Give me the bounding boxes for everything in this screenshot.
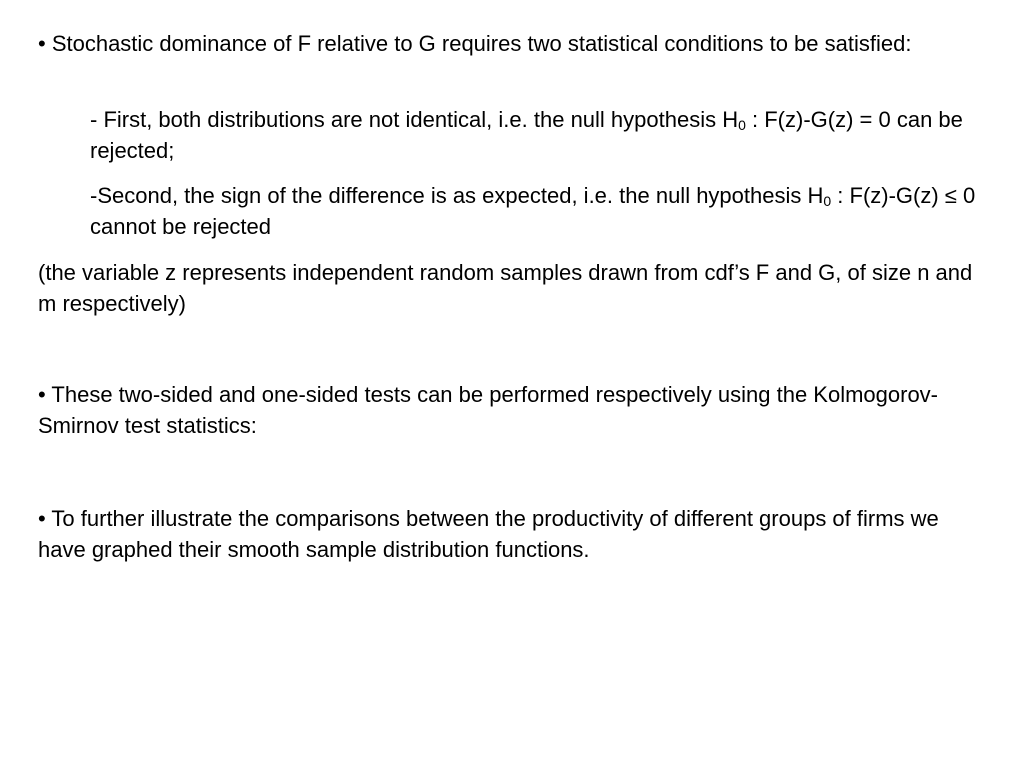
condition-second-text: -Second, the sign of the difference is as expected, i.e. the null hypothesis H bbox=[90, 183, 824, 208]
bullet-kolmogorov-smirnov: • These two-sided and one-sided tests can be performed respectively using the Kolmogorov-Smirnov test statistics: bbox=[38, 382, 939, 438]
condition-first-text: - First, both distributions are not identical, i.e. the null hypothesis H bbox=[90, 107, 739, 132]
condition-first bbox=[90, 104, 990, 166]
condition-second bbox=[90, 180, 990, 242]
bullet-distribution-functions: • To further illustrate the comparisons between the productivity of different groups of firms we have graphed their smooth sample distribution functions. bbox=[38, 506, 939, 562]
condition-second-text-end: : F(z)-G(z) ≤ 0 cannot be rejected bbox=[90, 183, 976, 239]
condition-second-subscript: 0 bbox=[823, 193, 832, 209]
bullet-stochastic-dominance: • Stochastic dominance of F relative to G requires two statistical conditions to be satisfied: bbox=[38, 31, 912, 56]
condition-first-subscript: 0 bbox=[738, 117, 746, 133]
variable-note: (the variable z represents independent random samples drawn from cdf’s F and G, of size n and m respectively) bbox=[38, 260, 973, 316]
condition-first-text-end: : F(z)-G(z) = 0 can be rejected; bbox=[90, 107, 963, 163]
